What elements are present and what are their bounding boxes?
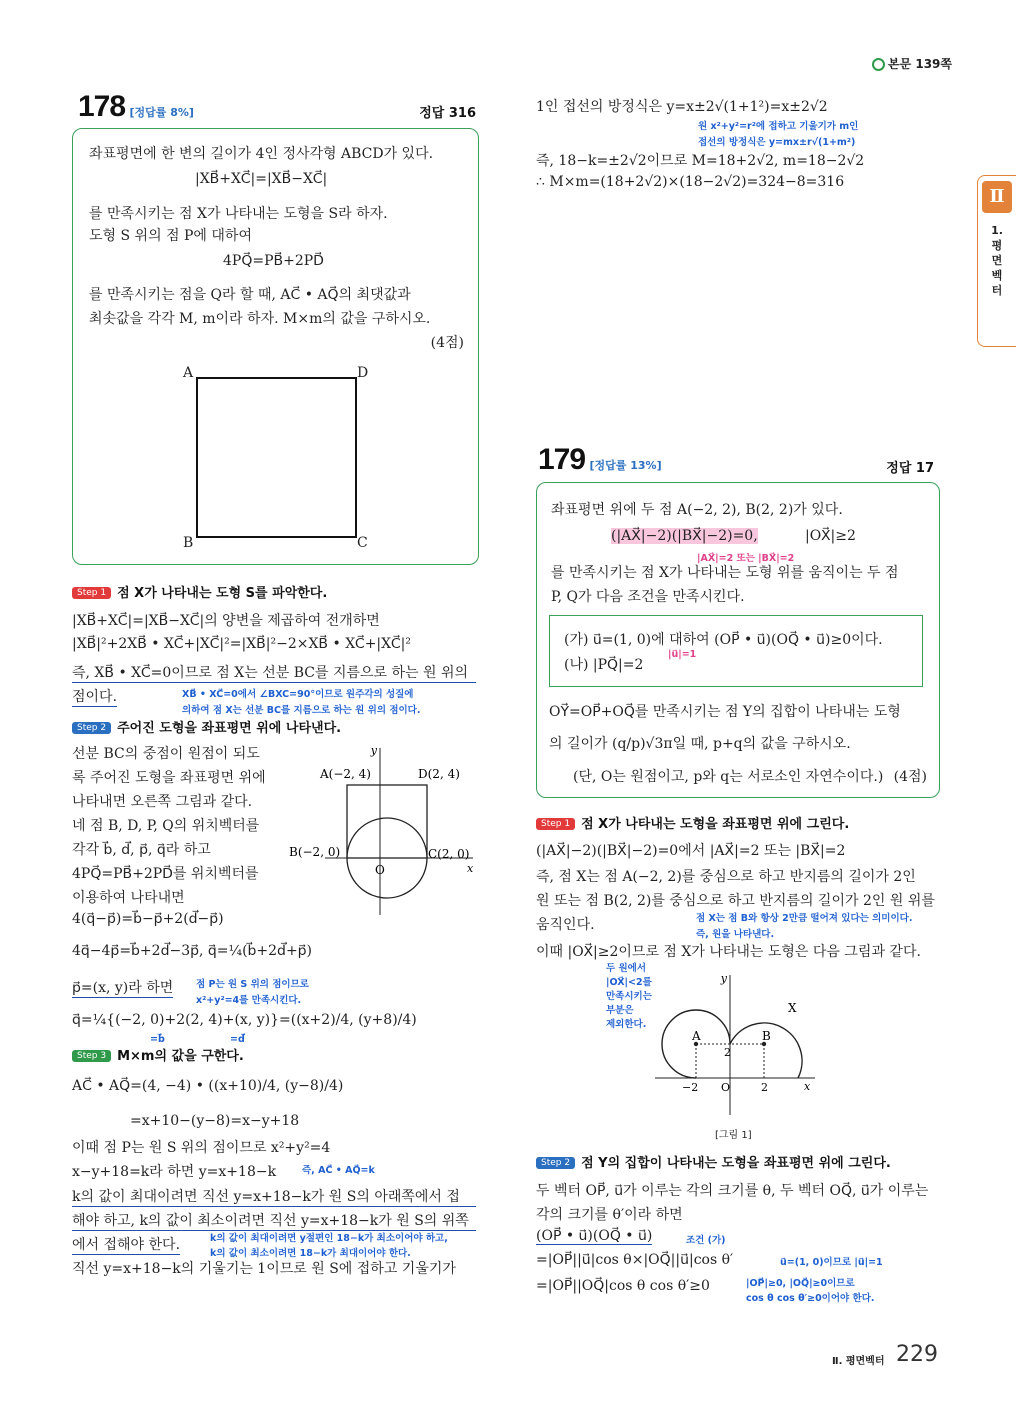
problem-number: 179 [538, 443, 586, 476]
solution-line: 이용하여 나타내면 [72, 890, 185, 906]
page-number: 229 [896, 1342, 938, 1367]
annotation: u⃗=(1, 0)이므로 |u⃗|=1 [780, 1257, 883, 1268]
solution-line: =x+10−(y−8)=x−y+18 [130, 1113, 300, 1129]
circle-icon [872, 58, 885, 71]
annotation: k의 값이 최대이려면 y절편인 18−k가 최소이어야 하고, [210, 1233, 448, 1244]
problem-179-box [536, 482, 940, 798]
solution-line: 점이다. [72, 686, 117, 707]
label-a: A [183, 365, 194, 381]
solution-line: 4q⃗−4p⃗=b⃗+2d⃗−3p⃗, q⃗=¼(b⃗+2d⃗+p⃗) [72, 943, 313, 959]
annotation: 접선의 방정식은 y=mx±r√(1+m²) [698, 137, 856, 148]
annotation: |u⃗|=1 [668, 649, 697, 660]
annotation: |OP⃗|≥0, |OQ⃗|≥0이므로 [746, 1278, 855, 1289]
problem-line: 좌표평면 위에 두 점 A(−2, 2), B(2, 2)가 있다. [551, 502, 843, 518]
problem-line: 를 만족시키는 점을 Q라 할 때, AC⃗ • AQ⃗의 최댓값과 [89, 287, 411, 303]
annotation: |OX⃗|<2를 [606, 977, 652, 988]
annotation: 만족시키는 [606, 991, 652, 1002]
step-badge: Step 3 [72, 1050, 111, 1062]
annotation: 점 X는 점 B와 항상 2만큼 떨어져 있다는 의미이다. [696, 913, 913, 924]
footer-section: Ⅱ. 평면벡터 [832, 1356, 885, 1367]
annotation: 부분은 [606, 1005, 634, 1016]
fig-label-y: y [720, 972, 727, 985]
solution-line: 이때 |OX⃗|≥2이므로 점 X가 나타내는 도형은 다음 그림과 같다. [536, 944, 921, 960]
annotation: 의하여 점 X는 선분 BC를 지름으로 하는 원 위의 점이다. [182, 705, 421, 716]
solution-line: 각각 b⃗, d⃗, p⃗, q⃗라 하고 [72, 842, 211, 858]
problem-line: 를 만족시키는 점 X가 나타내는 도형을 S라 하자. [89, 206, 388, 222]
condition: (가) u⃗=(1, 0)에 대하여 (OP⃗ • u⃗)(OQ⃗ • u⃗)≥0이다. [564, 632, 883, 648]
problem-equation: 4PQ⃗=PB⃗+2PD⃗ [223, 253, 324, 269]
solution-line: 선분 BC의 중점이 원점이 되도 [72, 746, 260, 762]
problem-179-header [538, 443, 936, 477]
step-title: M×m의 값을 구한다. [117, 1049, 244, 1064]
solution-line: 원 또는 점 B(2, 2)를 중심으로 하고 반지름의 길이가 2인 원 위를 [536, 893, 935, 909]
figure-178 [285, 740, 480, 920]
fig-label-a: A [692, 1029, 701, 1043]
annotation: k의 값이 최소이려면 18−k가 최대이어야 한다. [210, 1248, 411, 1259]
step-title: 점 X가 나타내는 도형을 좌표평면 위에 그린다. [581, 817, 850, 832]
annotation: XB⃗ • XC⃗=0에서 ∠BXC=90°이므로 원주각의 성질에 [182, 689, 414, 700]
answer: 정답 17 [886, 461, 934, 476]
problem-equation: (|AX⃗|−2)(|BX⃗|−2)=0, [611, 528, 758, 544]
fig-label-o: O [721, 1081, 731, 1094]
fig-label-neg2: −2 [682, 1081, 699, 1094]
solution-line: 두 벡터 OP⃗, u⃗가 이루는 각의 크기를 θ, 두 벡터 OQ⃗, u⃗가 이루는 [536, 1183, 929, 1199]
answer: 정답 316 [419, 106, 476, 121]
annotation: 제외한다. [606, 1019, 647, 1030]
solution-line: 네 점 B, D, P, Q의 위치벡터를 [72, 818, 260, 834]
solution-line: 직선 y=x+18−k의 기울기는 1이므로 원 S에 접하고 기울기가 [72, 1261, 456, 1277]
solution-line: |XB⃗|²+2XB⃗ • XC⃗+|XC⃗|²=|XB⃗|²−2×XB⃗ • XC⃗+|XC⃗|² [72, 636, 411, 652]
chapter-tab [977, 175, 1016, 347]
fig-label-pos2: 2 [761, 1081, 768, 1094]
label-d: D [357, 365, 369, 381]
step1-heading [72, 582, 327, 601]
problem-178-header [78, 90, 478, 124]
points: (4점) [893, 769, 927, 785]
problem-equation: |XB⃗+XC⃗|=|XB⃗−XC⃗| [195, 171, 328, 187]
fig-label-a: A(−2, 4) [320, 767, 371, 781]
annotation: 원 x²+y²=r²에 접하고 기울기가 m인 [698, 121, 859, 132]
problem-equation: |OX⃗|≥2 [805, 528, 856, 544]
step-badge: Step 2 [536, 1157, 575, 1169]
solution-line: 각의 크기를 θ′이라 하면 [536, 1207, 683, 1223]
annotation: 즉, AC⃗ • AQ⃗=k [302, 1165, 375, 1176]
solution-line: 4PQ⃗=PB⃗+2PD⃗를 위치벡터를 [72, 866, 259, 882]
solution-line: 이때 점 P는 원 S 위의 점이므로 x²+y²=4 [72, 1140, 331, 1156]
step-title: 주어진 도형을 좌표평면 위에 나타낸다. [117, 721, 342, 736]
solution-line: (OP⃗ • u⃗)(OQ⃗ • u⃗) [536, 1228, 653, 1244]
fig-label-2: 2 [724, 1046, 731, 1059]
rectangle [347, 785, 427, 858]
problem-number: 178 [78, 90, 126, 123]
solution-line: =|OP⃗||u⃗|cos θ×|OQ⃗||u⃗|cos θ′ [536, 1252, 734, 1268]
fig-label-y: y [370, 744, 377, 757]
problem-line: OY⃗=OP⃗+OQ⃗를 만족시키는 점 Y의 집합이 나타내는 도형 [549, 704, 901, 720]
annotation: cos θ cos θ′≥0이어야 한다. [746, 1293, 875, 1304]
step2-heading [72, 717, 341, 736]
solution-line: 움직인다. [536, 917, 595, 933]
solution-line: k의 값이 최대이려면 직선 y=x+18−k가 원 S의 아래쪽에서 접 [72, 1186, 476, 1207]
figure-caption: [그림 1] [715, 1130, 752, 1141]
solution-line: AC⃗ • AQ⃗=(4, −4) • ((x+10)/4, (y−8)/4) [72, 1078, 344, 1094]
points: (4점) [430, 335, 464, 351]
solution-line: 나타내면 오른쪽 그림과 같다. [72, 794, 253, 810]
problem-line: 를 만족시키는 점 X가 나타내는 도형 위를 움직이는 두 점 [551, 565, 899, 581]
fig-label-d: D(2, 4) [418, 767, 460, 781]
problem-line: P, Q가 다음 조건을 만족시킨다. [551, 589, 745, 605]
step-badge: Step 1 [72, 587, 111, 599]
solution-line: (|AX⃗|−2)(|BX⃗|−2)=0에서 |AX⃗|=2 또는 |BX⃗|=2 [536, 843, 846, 859]
solution-line: 즉, 점 X는 점 A(−2, 2)를 중심으로 하고 반지름의 길이가 2인 [536, 869, 916, 885]
annotation: x²+y²=4를 만족시킨다. [196, 995, 302, 1006]
fig-label-o: O [375, 863, 385, 877]
solution-line: =|OP⃗||OQ⃗|cos θ cos θ′≥0 [536, 1278, 710, 1294]
accuracy-rate: [정답률 13%] [589, 459, 662, 472]
fig-label-x: x [804, 1080, 811, 1093]
solution-line: 해야 하고, k의 값이 최소이려면 직선 y=x+18−k가 원 S의 위쪽 [72, 1210, 476, 1231]
step3-heading [72, 1045, 244, 1064]
annotation: |AX⃗|=2 또는 |BX⃗|=2 [697, 553, 795, 564]
figure-179 [650, 970, 820, 1120]
solution-line: q⃗=¼{(−2, 0)+2(2, 4)+(x, y)}=((x+2)/4, (y+8)/4) [72, 1012, 417, 1028]
step1-heading [536, 813, 849, 832]
fig-label-b: B(−2, 0) [289, 845, 341, 859]
solution-line: x−y+18=k라 하면 y=x+18−k [72, 1164, 277, 1180]
solution-line: 즉, XB⃗ • XC⃗=0이므로 점 X는 선분 BC를 지름으로 하는 원 위의 [72, 662, 476, 683]
chapter-roman: Ⅱ [982, 181, 1012, 213]
solution-line: p⃗=(x, y)라 하면 [72, 977, 173, 998]
solution-line: 에서 접해야 한다. [72, 1234, 180, 1255]
chapter-label: 1. 평면벡터 [991, 224, 1003, 297]
figure-note [606, 960, 652, 1030]
fig-label-b: B [762, 1029, 771, 1043]
annotation: 두 원에서 [606, 963, 647, 974]
problem-line: 최솟값을 각각 M, m이라 하자. M×m의 값을 구하시오. [89, 311, 431, 327]
step-title: 점 Y의 집합이 나타내는 도형을 좌표평면 위에 그린다. [581, 1156, 891, 1171]
step2-heading [536, 1152, 891, 1171]
solution-line: 록 주어진 도형을 좌표평면 위에 [72, 770, 266, 786]
annotation: 즉, 원을 나타낸다. [696, 929, 775, 940]
problem-line: 도형 S 위의 점 P에 대하여 [89, 228, 252, 244]
fig-label-x-point: X [788, 1001, 797, 1015]
label-b: B [183, 535, 194, 551]
solution-line: |XB⃗+XC⃗|=|XB⃗−XC⃗|의 양변을 제곱하여 전개하면 [72, 613, 380, 629]
annotation: 조건 (가) [686, 1235, 726, 1246]
solution-line: 1인 접선의 방정식은 y=x±2√(1+1²)=x±2√2 [536, 99, 828, 115]
problem-line: 좌표평면에 한 변의 길이가 4인 정사각형 ABCD가 있다. [89, 146, 434, 162]
condition: (나) |PQ⃗|=2 [564, 657, 644, 673]
problem-178-box [72, 128, 479, 565]
conditions-box [549, 615, 923, 687]
step-badge: Step 2 [72, 722, 111, 734]
solution-line: 4(q⃗−p⃗)=b⃗−p⃗+2(d⃗−p⃗) [72, 911, 224, 927]
solution-line: ∴ M×m=(18+2√2)×(18−2√2)=324−8=316 [536, 174, 845, 190]
accuracy-rate: [정답률 8%] [129, 106, 194, 119]
fig-label-x: x [467, 862, 474, 875]
page-ref: 본문 139쪽 [872, 55, 952, 72]
problem-line: 의 길이가 (q/p)√3π일 때, p+q의 값을 구하시오. [549, 736, 851, 752]
label-c: C [357, 535, 368, 551]
square-abcd [196, 377, 357, 538]
solution-line: 즉, 18−k=±2√2이므로 M=18+2√2, m=18−2√2 [536, 153, 865, 169]
step-title: 점 X가 나타내는 도형 S를 파악한다. [117, 586, 328, 601]
annotation: 점 P는 원 S 위의 점이므로 [196, 979, 309, 990]
fig-label-c: C(2, 0) [428, 847, 470, 861]
annotation: =b⃗ [150, 1034, 165, 1045]
step-badge: Step 1 [536, 818, 575, 830]
annotation: =d⃗ [230, 1034, 245, 1045]
problem-line: (단, O는 원점이고, p와 q는 서로소인 자연수이다.) [573, 769, 884, 785]
